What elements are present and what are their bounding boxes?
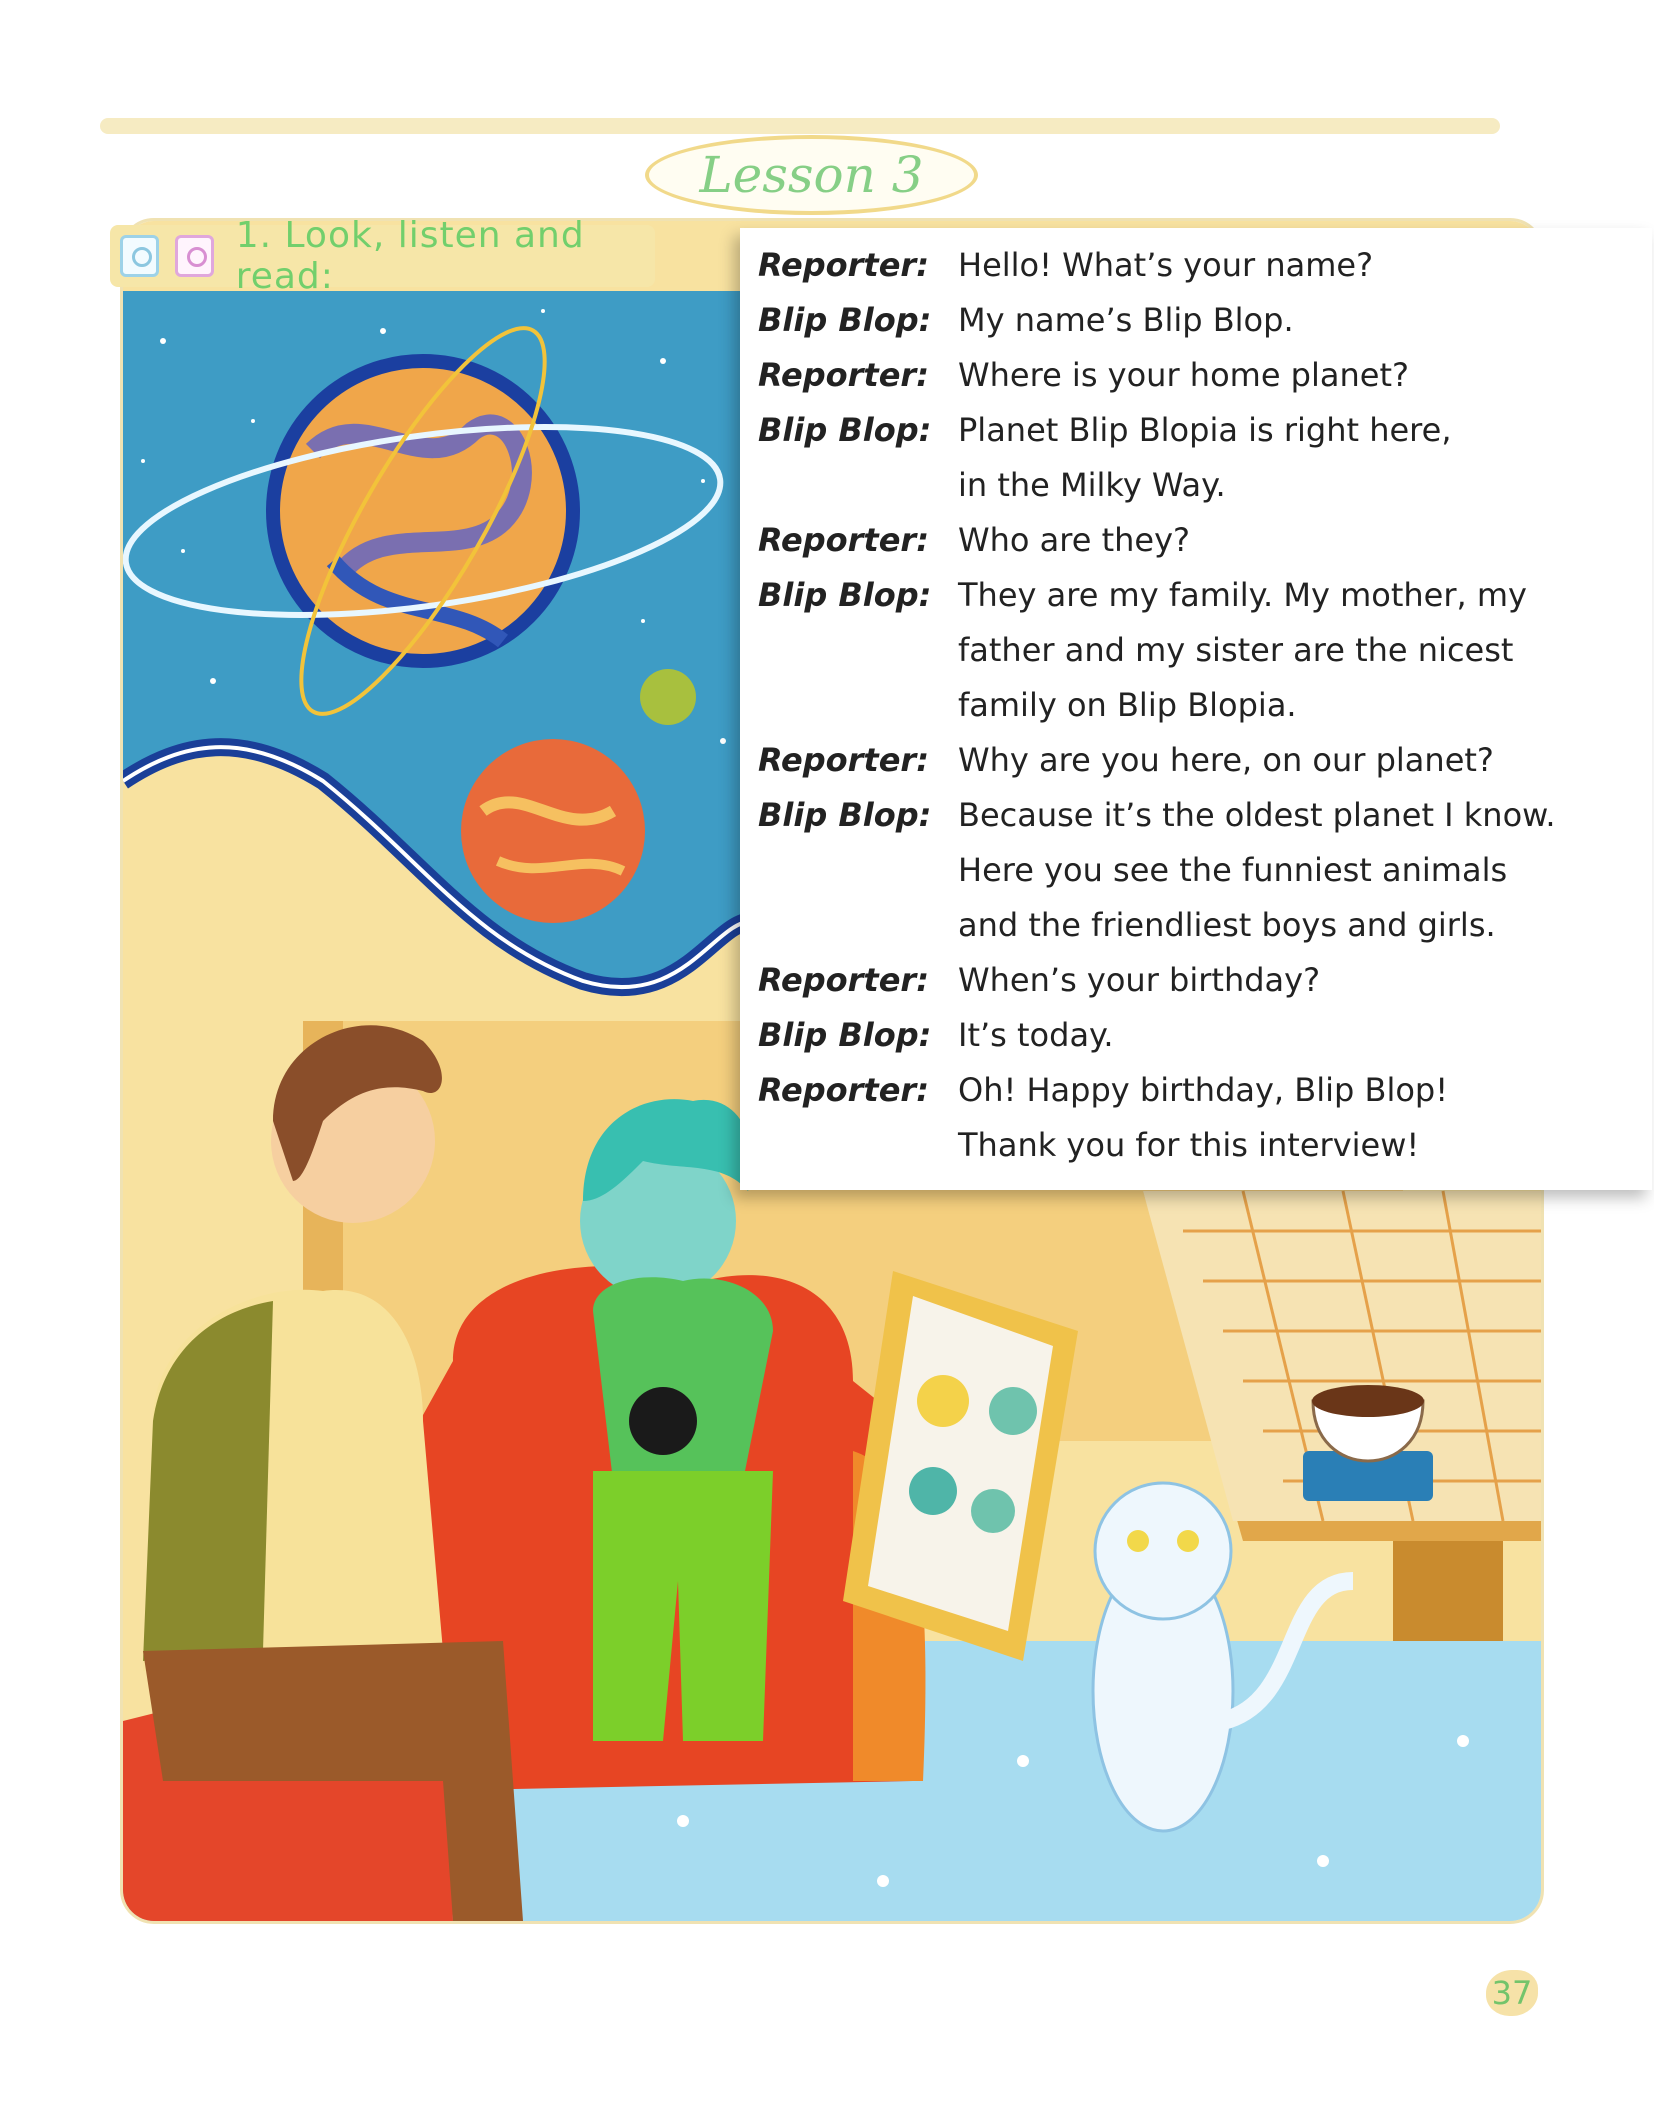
lesson-title: Lesson 3	[699, 146, 924, 204]
line-text: Here you see the funniest animals	[958, 851, 1508, 889]
line-text: Where is your home planet?	[958, 356, 1409, 394]
dialogue-line	[758, 576, 1527, 614]
speaker: Blip Blop:	[758, 301, 932, 339]
line-text: and the friendliest boys and girls.	[958, 906, 1496, 944]
line-text: Thank you for this interview!	[958, 1126, 1420, 1164]
lesson-title-badge	[645, 135, 978, 215]
page-number: 37	[1486, 1970, 1538, 2016]
line-text: Because it’s the oldest planet I know.	[958, 796, 1556, 834]
dialogue-line	[758, 521, 1190, 559]
speaker: Reporter:	[758, 961, 929, 999]
line-text: It’s today.	[958, 1016, 1114, 1054]
header-decoration-line	[100, 118, 1500, 134]
dialogue-line	[758, 796, 1556, 834]
line-text: When’s your birthday?	[958, 961, 1321, 999]
line-text: father and my sister are the nicest	[958, 631, 1514, 669]
camera-icon[interactable]	[175, 235, 214, 277]
video-icon[interactable]	[120, 235, 159, 277]
dialogue-line	[758, 851, 1507, 889]
dialogue-line	[758, 411, 1451, 449]
line-text: Oh! Happy birthday, Blip Blop!	[958, 1071, 1449, 1109]
dialogue-line	[758, 301, 1294, 339]
dialogue-line	[758, 1126, 1419, 1164]
dialogue-line	[758, 356, 1409, 394]
speaker: Reporter:	[758, 246, 929, 284]
line-text: They are my family. My mother, my	[958, 576, 1527, 614]
line-text: My name’s Blip Blop.	[958, 301, 1294, 339]
instruction-label: Look, listen and read:	[235, 215, 585, 297]
line-text: Who are they?	[958, 521, 1191, 559]
dialogue-panel	[740, 228, 1652, 1190]
speaker: Reporter:	[758, 356, 929, 394]
speaker: Reporter:	[758, 741, 929, 779]
line-text: in the Milky Way.	[958, 466, 1226, 504]
dialogue-line	[758, 1016, 1114, 1054]
dialogue-line	[758, 741, 1494, 779]
dialogue-line	[758, 466, 1226, 504]
exercise-instruction	[110, 215, 655, 297]
speaker: Blip Blop:	[758, 576, 932, 614]
dialogue-line	[758, 1071, 1448, 1109]
speaker: Blip Blop:	[758, 796, 932, 834]
dialogue-line	[758, 961, 1320, 999]
speaker: Reporter:	[758, 521, 929, 559]
instruction-text	[236, 215, 655, 297]
speaker: Reporter:	[758, 1071, 929, 1109]
line-text: Hello! What’s your name?	[958, 246, 1374, 284]
dialogue-line	[758, 906, 1496, 944]
dialogue-line	[758, 246, 1373, 284]
instruction-number: 1.	[235, 215, 273, 256]
line-text: family on Blip Blopia.	[958, 686, 1297, 724]
speaker: Blip Blop:	[758, 1016, 932, 1054]
speaker: Blip Blop:	[758, 411, 932, 449]
dialogue-line	[758, 631, 1513, 669]
line-text: Why are you here, on our planet?	[958, 741, 1494, 779]
dialogue-line	[758, 686, 1297, 724]
line-text: Planet Blip Blopia is right here,	[958, 411, 1452, 449]
